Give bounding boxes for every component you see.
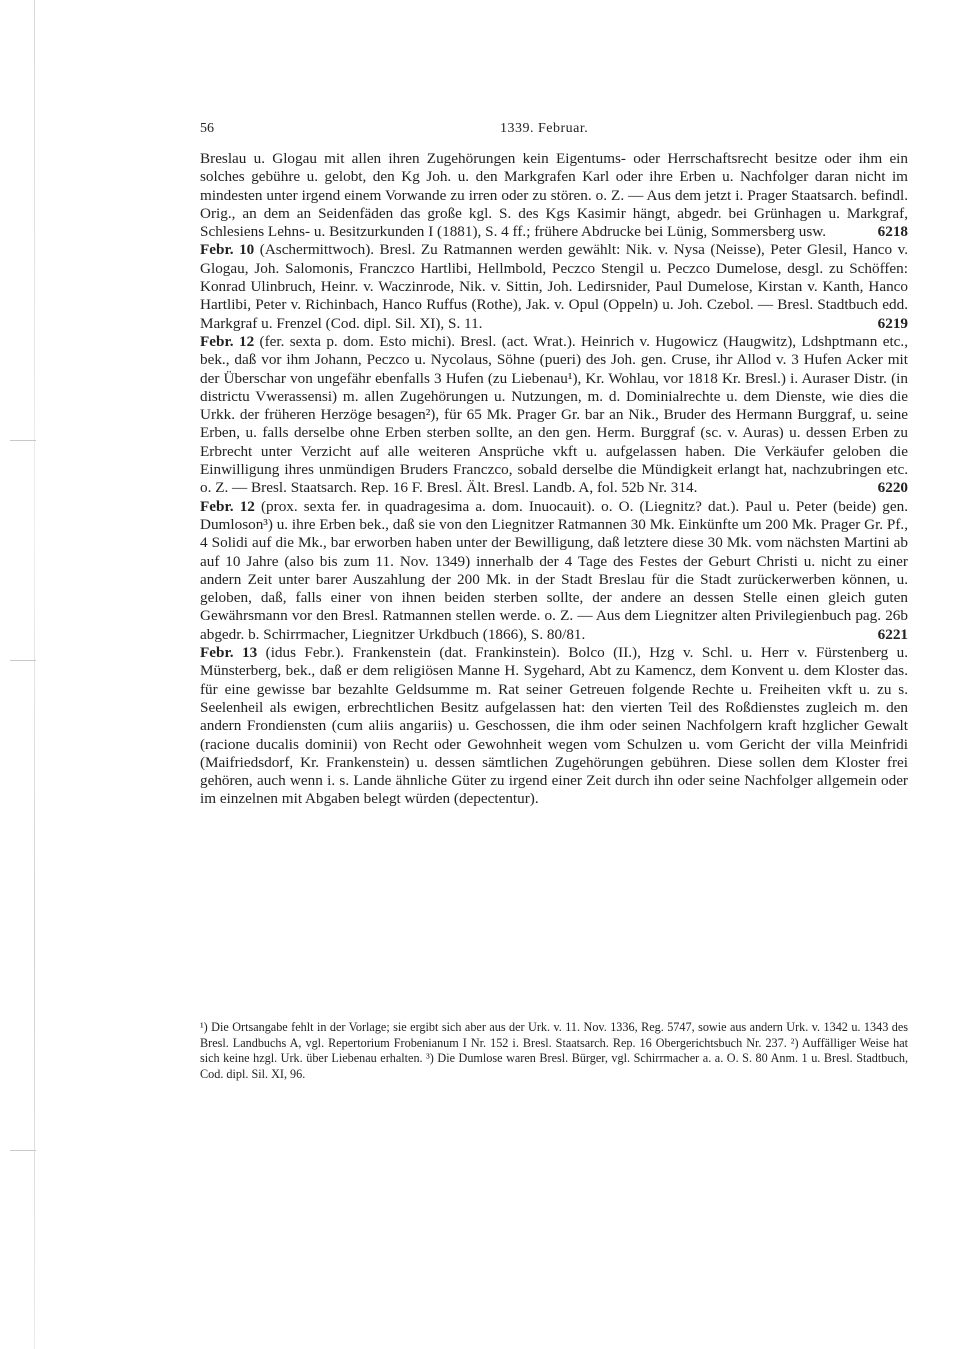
entry-text: Breslau u. Glogau mit allen ihren Zugehörungen kein Eigentums- oder Herrschaftsrecht besitze oder ihm ein solches gebühre u. gelobt, den Kg Joh. u. den Markgrafen Karl oder ihre Erben u. Nachfolger daran nicht im mindesten unter irgend einem Vorwande zu irren oder zu stören. o. Z. — Aus dem jetzt i. Prager Staatsarch. befindl. Orig., an dem an Seidenfäden das große kgl. S. des Kgs Kasimir hängt, abgedr. bei Grünhagen u. Markgraf, Schlesiens Lehns- u. Besitzurkunden I (1881), S. 4 ff.; frühere Abdrucke bei Lünig, Sommersberg usw.: [200, 150, 908, 241]
entry-number: 6221: [877, 625, 908, 643]
scan-mark: [10, 440, 36, 441]
regest-entry: [200, 150, 908, 241]
scan-mark: [10, 1150, 36, 1151]
footnotes: [200, 1020, 908, 1082]
entry-text: (fer. sexta p. dom. Esto michi). Bresl. (act. Wrat.). Heinrich v. Hugowicz (Haugwitz), Ldshptmann etc., bek., daß vor ihm Johann, Peczco u. Nycolaus, Söhne (pueri) des Joh. gen. Cruse, ihr Allod v. 3 Hufen Acker mit der Überschar von ungefähr ebenfalls 3 Hufen (zu Liebenau¹), Kr. Wohlau, vor 1818 Kr. Bresl.) i. Auraser Distr. (in districtu Vwerassensi) m. allen Zugehörungen u. Nutzungen, m. d. Dominialrechte u. dem Dienste, wie dies die Urkk. der früheren Herzöge besagen²), für 65 Mk. Prager Gr. bar an Nik., Bruder des Hermann Burggraf, u. seine Erben, u. falls derselbe ohne Erben sterben sollte, an den gen. Herm. Burggraf (sc. v. Auras) u. dessen Erben zu Erbrecht unter Verzicht auf alle weiteren Ansprüche vkft u. aufgelassen haben. Die Verkäufer geloben die Einwilligung ihres unmündigen Bruders Franczco, sobald derselbe die Mündigkeit erlangt hat, nachzubringen etc. o. Z. — Bresl. Staatsarch. Rep. 16 F. Bresl. Ält. Bresl. Landb. A, fol. 52b Nr. 314.: [200, 332, 908, 497]
entry-date: Febr. 13: [200, 644, 258, 662]
regest-entry: [200, 498, 908, 644]
entry-text: (Aschermittwoch). Bresl. Zu Ratmannen werden gewählt: Nik. v. Nysa (Neisse), Peter Glesil, Hanco v. Glogau, Joh. Salomonis, Franczco Hartlibi, Hellmbold, Peczco Stengil u. Peczco Dumelose, desgl. zu Schöffen: Konrad Ulinbruch, Heinr. v. Waczinrode, Nik. v. Sittin, Joh. Ledirsnider, Paul Dumelose, Kirstan v. Kanth, Hanco Hartlibi, Peter v. Richinbach, Hanco Ruffus (Rothe), Jak. v. Opul (Oppeln) u. Joh. Czebol. — Bresl. Stadtbuch edd. Markgraf u. Frenzel (Cod. dipl. Sil. XI), S. 11.: [200, 241, 909, 332]
regest-entry: [200, 644, 908, 809]
scan-mark: [10, 660, 36, 661]
entry-date: Febr. 12: [200, 497, 255, 515]
regest-entry: [200, 333, 908, 498]
footnote-text: ¹) Die Ortsangabe fehlt in der Vorlage; sie ergibt sich aber aus der Urk. v. 11. Nov. 1336, Reg. 5747, sowie aus andern Urk. v. 1342 u. 1343 des Bresl. Landbuchs A, vgl. Repertorium Frobenianum I Nr. 152 i. Bresl. Staatsarch. Rep. 16 Obergerichtsbuch Nr. 237. ²) Auffälliger Weise hat sich keine hzgl. Urk. über Liebenau erhalten. ³) Die Dumlose waren Bresl. Bürger, vgl. Schirrmacher a. a. O. S. 80 Anm. 1 u. Bresl. Stadtbuch, Cod. dipl. Sil. XI, 96.: [200, 1020, 908, 1081]
scan-edge-line: [34, 0, 35, 1349]
body-text: [200, 150, 908, 809]
entry-text: (prox. sexta fer. in quadragesima a. dom. Inuocauit). o. O. (Liegnitz? dat.). Paul u. Peter (beide) gen. Dumloson³) u. ihre Erben bek., daß sie von den Liegnitzer Ratmannen 30 Mk. Einkünfte um 200 Mk. Prager Gr. Pf., 4 Solidi auf die Mk., bar erworben haben unter der Bewilligung, daß letztere diese 30 Mk. vom nächsten Martini ab auf 10 Jahre (also bis zum 11. Nov. 1349) innerhalb der 4 Tage des Festes der Geburt Christi u. nicht zu einer andern Zeit unter barer Auszahlung der 200 Mk. in der Stadt Breslau für die Stadt zurückerwerben können, u. geloben, daß, falls einer von ihnen beiden sterben sollte, der andere an dessen Stelle einen gleich guten Gewährsmann vor den Bresl. Ratmannen stellen werde. o. Z. — Aus dem Liegnitzer alten Privilegienbuch pag. 26b abgedr. b. Schirrmacher, Liegnitzer Urkdbuch (1866), S. 80/81.: [200, 497, 908, 643]
entry-number: 6219: [877, 314, 908, 332]
entry-text: (idus Febr.). Frankenstein (dat. Frankinstein). Bolco (II.), Hzg v. Schl. u. Herr v. Fürstenberg u. Münsterberg, bek., daß er dem religiösen Manne H. Sygehard, Abt zu Kamencz, dem Konvent u. dem Kloster das. für eine gewisse bar bezahlte Geldsumme m. Rat seiner Getreuen folgende Rechte u. Freiheiten vkft u. zu s. Seelenheil als ewigen, erbrechtlichen Besitz aufgelassen hat: den vierten Teil des Roßdienstes zugleich m. den andern Frondiensten (cum aliis angariis) u. Geschossen, die ihm oder seinen Nachfolgern kraft hzglicher Gewalt (racione ducalis dominii) von Recht oder Gewohnheit wegen vom Schulzen u. vom Gericht der villa Meinfridi (Maifriedsdorf, Kr. Frankenstein) u. dessen sämtlichen Zugehörungen gebühren. Diese sollen dem Kloster frei gehören, auch wenn i. s. Lande ähnliche Güter zu irgend einer Zeit durch ihn oder seine Nachfolger allgemein oder im einzelnen mit Abgaben belegt würden (depectentur).: [200, 644, 909, 808]
entry-number: 6218: [877, 223, 908, 241]
entry-date: Febr. 10: [200, 241, 255, 259]
entry-date: Febr. 12: [200, 332, 255, 350]
regest-entry: [200, 241, 908, 332]
page-number: 56: [200, 121, 214, 136]
running-head: 1339. Februar.: [500, 121, 589, 136]
entry-number: 6220: [877, 479, 908, 497]
page-header: [200, 120, 908, 138]
